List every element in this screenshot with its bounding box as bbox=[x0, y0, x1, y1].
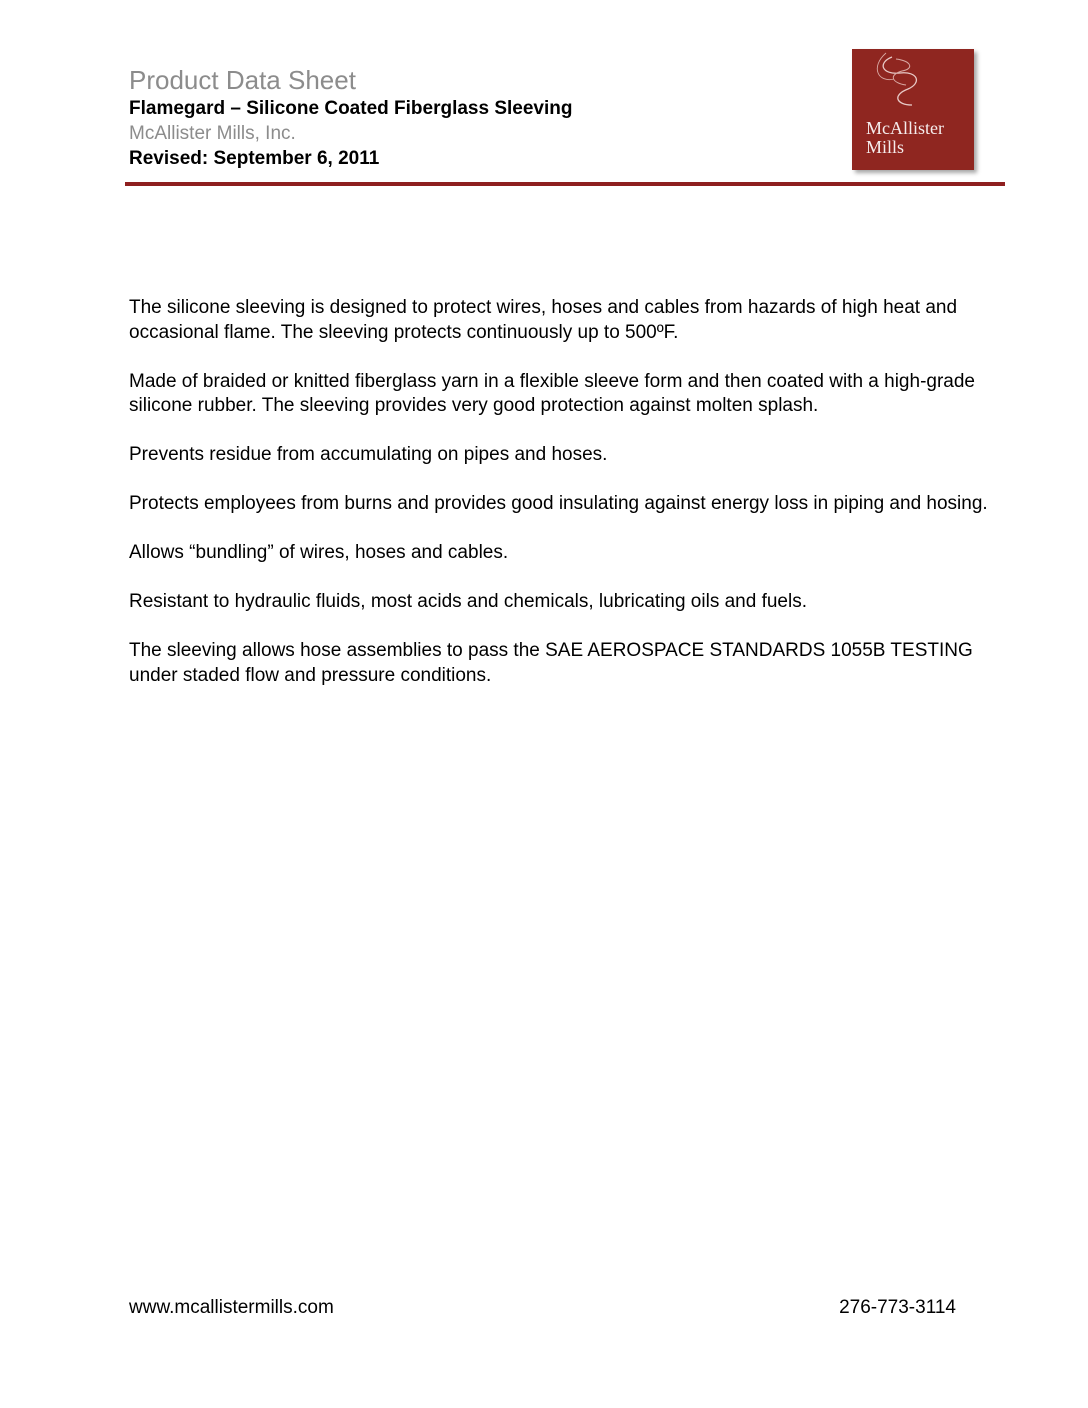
paragraph: Resistant to hydraulic fluids, most acids and chemicals, lubricating oils and fuels. bbox=[129, 591, 807, 612]
revision-date: Revised: September 6, 2011 bbox=[129, 148, 380, 169]
footer-website: www.mcallistermills.com bbox=[129, 1297, 334, 1318]
paragraph: Protects employees from burns and provides good insulating against energy loss in piping and hosing. bbox=[129, 493, 988, 514]
paragraph: The sleeving allows hose assemblies to pass the SAE AEROSPACE STANDARDS 1055B TESTING under staded flow and pressure conditions. bbox=[129, 640, 973, 686]
logo-line-1: McAllister bbox=[866, 118, 944, 138]
page-title: Product Data Sheet bbox=[129, 65, 356, 95]
company-name: McAllister Mills, Inc. bbox=[129, 123, 296, 144]
paragraph: Allows “bundling” of wires, hoses and cables. bbox=[129, 542, 509, 563]
paragraph: Made of braided or knitted fiberglass yarn in a flexible sleeve form and then coated with a high-grade silicone rubber. The sleeving provides very good protection against molten splash. bbox=[129, 370, 975, 416]
footer-phone: 276-773-3114 bbox=[839, 1297, 956, 1318]
document-body bbox=[129, 296, 989, 713]
logo-wordmark bbox=[866, 119, 944, 157]
header-divider bbox=[125, 182, 1005, 186]
paragraph: Prevents residue from accumulating on pipes and hoses. bbox=[129, 444, 608, 465]
product-name: Flamegard – Silicone Coated Fiberglass Sleeving bbox=[129, 98, 573, 119]
company-logo bbox=[852, 49, 974, 170]
logo-line-2: Mills bbox=[866, 137, 905, 157]
paragraph: The silicone sleeving is designed to protect wires, hoses and cables from hazards of high heat and occasional flame. The sleeving protects continuously up to 500ºF. bbox=[129, 297, 958, 343]
document-header bbox=[129, 64, 829, 171]
